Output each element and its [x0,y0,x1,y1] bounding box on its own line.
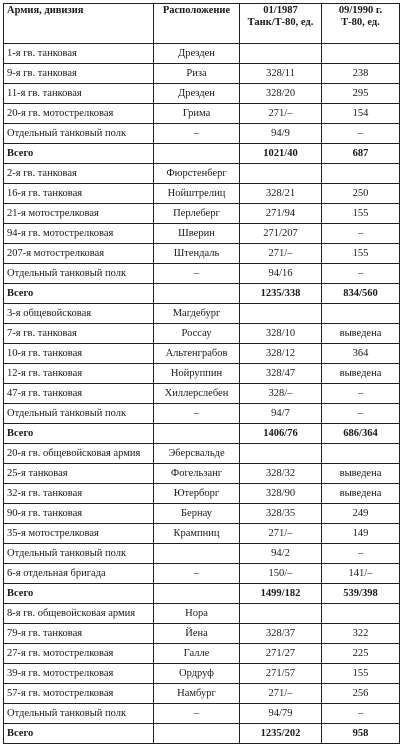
value-1990-cell: 250 [322,184,400,204]
location-cell [154,284,240,304]
value-1987-cell: 94/79 [240,704,322,724]
unit-cell: Всего [4,284,154,304]
table-row [4,704,400,724]
value-1990-cell: – [322,124,400,144]
value-1987-cell: 328/37 [240,624,322,644]
value-1987-cell: 1021/40 [240,144,322,164]
unit-cell: 7-я гв. танковая [4,324,154,344]
total-row [4,424,400,444]
value-1987-cell: 94/9 [240,124,322,144]
value-1990-cell: 295 [322,84,400,104]
location-cell: Йена [154,624,240,644]
table-row [4,224,400,244]
table-row [4,344,400,364]
unit-cell: 207-я мотострелковая [4,244,154,264]
value-1990-cell: 539/398 [322,584,400,604]
value-1987-cell: 328/20 [240,84,322,104]
value-1987-cell: 328/32 [240,464,322,484]
location-cell: Дрезден [154,84,240,104]
unit-cell: 8-я гв. общевойсковая армия [4,604,154,624]
total-row [4,284,400,304]
table-row [4,644,400,664]
table-row [4,604,400,624]
table-row [4,464,400,484]
unit-cell: 35-я мотострелковая [4,524,154,544]
location-cell: – [154,404,240,424]
location-cell: Магдебург [154,304,240,324]
table-row [4,444,400,464]
location-cell: Крампниц [154,524,240,544]
unit-cell: 3-я общевойсковая [4,304,154,324]
value-1987-cell: 1406/76 [240,424,322,444]
value-1990-cell: 154 [322,104,400,124]
total-row [4,144,400,164]
value-1990-cell: 155 [322,244,400,264]
header-army: Армия, дивизия [4,4,154,44]
unit-cell: 16-я гв. танковая [4,184,154,204]
value-1987-cell: 328/12 [240,344,322,364]
header-1990: 09/1990 г. Т-80, ед. [322,4,400,44]
location-cell: Фогельзанг [154,464,240,484]
table-row [4,164,400,184]
location-cell: Ордруф [154,664,240,684]
value-1987-cell: 271/– [240,104,322,124]
header-location: Расположение [154,4,240,44]
unit-cell: Отдельный танковый полк [4,264,154,284]
value-1990-cell [322,604,400,624]
unit-cell: 9-я гв. танковая [4,64,154,84]
value-1990-cell: 687 [322,144,400,164]
table-row [4,124,400,144]
unit-cell: 27-я гв. мотострелковая [4,644,154,664]
location-cell: – [154,704,240,724]
value-1987-cell: 271/94 [240,204,322,224]
table-row [4,484,400,504]
value-1990-cell: 155 [322,204,400,224]
location-cell [154,144,240,164]
location-cell: – [154,124,240,144]
value-1987-cell [240,604,322,624]
value-1990-cell: выведена [322,324,400,344]
value-1987-cell: 328/– [240,384,322,404]
value-1990-cell [322,164,400,184]
value-1990-cell: – [322,404,400,424]
location-cell: Перлеберг [154,204,240,224]
value-1990-cell: выведена [322,484,400,504]
unit-cell: Отдельный танковый полк [4,704,154,724]
location-cell: Нойруппин [154,364,240,384]
unit-cell: 2-я гв. танковая [4,164,154,184]
value-1990-cell: 149 [322,524,400,544]
location-cell: Галле [154,644,240,664]
table-row [4,84,400,104]
value-1990-cell: – [322,264,400,284]
table-row [4,544,400,564]
table-row [4,384,400,404]
value-1990-cell: 249 [322,504,400,524]
table-row [4,104,400,124]
table-row [4,184,400,204]
unit-cell: Всего [4,584,154,604]
location-cell: Эберсвальде [154,444,240,464]
location-cell: Риза [154,64,240,84]
value-1990-cell: – [322,544,400,564]
unit-cell: 47-я гв. танковая [4,384,154,404]
location-cell: Грима [154,104,240,124]
table-row [4,324,400,344]
location-cell: Ютерборг [154,484,240,504]
value-1990-cell [322,444,400,464]
value-1990-cell: 155 [322,664,400,684]
value-1987-cell: 328/10 [240,324,322,344]
value-1990-cell [322,304,400,324]
total-row [4,584,400,604]
table-row [4,504,400,524]
value-1990-cell: 238 [322,64,400,84]
location-cell: Дрезден [154,44,240,64]
unit-cell: 57-я гв. мотострелковая [4,684,154,704]
table-row [4,664,400,684]
header-row [4,4,400,44]
table-row [4,564,400,584]
location-cell: Хиллерслебен [154,384,240,404]
value-1987-cell: 328/11 [240,64,322,84]
unit-cell: Всего [4,144,154,164]
value-1987-cell: 1235/338 [240,284,322,304]
value-1990-cell: 141/– [322,564,400,584]
value-1990-cell: 225 [322,644,400,664]
total-row [4,724,400,744]
value-1987-cell: 328/35 [240,504,322,524]
unit-cell: Всего [4,424,154,444]
table-row [4,204,400,224]
location-cell: Нора [154,604,240,624]
location-cell [154,724,240,744]
unit-cell: Отдельный танковый полк [4,124,154,144]
location-cell: Россау [154,324,240,344]
location-cell: Бернау [154,504,240,524]
unit-cell: 20-я гв. мотострелковая [4,104,154,124]
unit-cell: 39-я гв. мотострелковая [4,664,154,684]
unit-cell: 10-я гв. танковая [4,344,154,364]
table-row [4,44,400,64]
value-1987-cell: 271/– [240,524,322,544]
value-1990-cell: 322 [322,624,400,644]
value-1987-cell: 1235/202 [240,724,322,744]
value-1987-cell: 328/90 [240,484,322,504]
header-1987: 01/1987 Танк/Т-80, ед. [240,4,322,44]
unit-cell: 1-я гв. танковая [4,44,154,64]
value-1990-cell: выведена [322,364,400,384]
location-cell: – [154,264,240,284]
unit-cell: Отдельный танковый полк [4,404,154,424]
value-1987-cell: 271/57 [240,664,322,684]
table-row [4,244,400,264]
unit-cell: 6-я отдельная бригада [4,564,154,584]
location-cell: Шверин [154,224,240,244]
unit-cell: 90-я гв. танковая [4,504,154,524]
unit-cell: Всего [4,724,154,744]
unit-cell: 20-я гв. общевойсковая армия [4,444,154,464]
location-cell: Альтенграбов [154,344,240,364]
value-1990-cell: выведена [322,464,400,484]
location-cell: Фюрстенберг [154,164,240,184]
value-1987-cell [240,444,322,464]
unit-cell: 21-я мотострелковая [4,204,154,224]
value-1990-cell [322,44,400,64]
value-1987-cell: 271/207 [240,224,322,244]
table-row [4,64,400,84]
table-row [4,304,400,324]
value-1990-cell: 256 [322,684,400,704]
value-1987-cell: 150/– [240,564,322,584]
value-1987-cell: 271/– [240,684,322,704]
value-1987-cell: 1499/182 [240,584,322,604]
value-1987-cell [240,304,322,324]
value-1987-cell: 94/7 [240,404,322,424]
value-1987-cell: 271/27 [240,644,322,664]
table-row [4,624,400,644]
unit-cell: 94-я гв. мотострелковая [4,224,154,244]
unit-cell: Отдельный танковый полк [4,544,154,564]
table-row [4,404,400,424]
unit-cell: 25-я танковая [4,464,154,484]
value-1987-cell: 94/16 [240,264,322,284]
value-1990-cell: 686/364 [322,424,400,444]
location-cell [154,584,240,604]
value-1987-cell: 328/47 [240,364,322,384]
location-cell: Намбург [154,684,240,704]
unit-cell: 79-я гв. танковая [4,624,154,644]
value-1990-cell: – [322,704,400,724]
location-cell [154,544,240,564]
table-row [4,264,400,284]
unit-cell: 32-я гв. танковая [4,484,154,504]
value-1990-cell: – [322,384,400,404]
value-1990-cell: 364 [322,344,400,364]
unit-cell: 12-я гв. танковая [4,364,154,384]
location-cell [154,424,240,444]
tank-deployment-table [3,3,400,744]
value-1987-cell: 328/21 [240,184,322,204]
value-1987-cell: 271/– [240,244,322,264]
location-cell: Нойштрелиц [154,184,240,204]
value-1987-cell [240,164,322,184]
table-row [4,684,400,704]
value-1990-cell: 958 [322,724,400,744]
table-row [4,524,400,544]
value-1990-cell: – [322,224,400,244]
value-1987-cell: 94/2 [240,544,322,564]
location-cell: Штендаль [154,244,240,264]
value-1987-cell [240,44,322,64]
location-cell: – [154,564,240,584]
unit-cell: 11-я гв. танковая [4,84,154,104]
value-1990-cell: 834/560 [322,284,400,304]
table-row [4,364,400,384]
